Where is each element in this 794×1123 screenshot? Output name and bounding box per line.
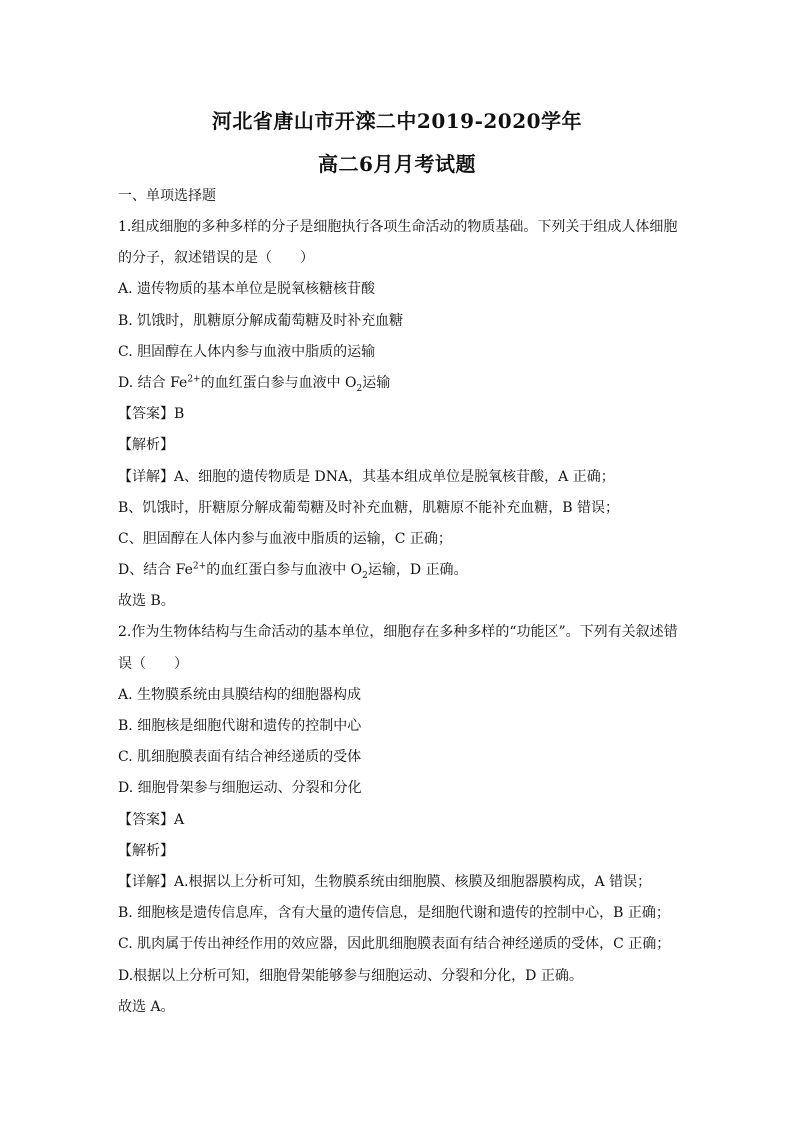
q1-conclusion: 故选 B。	[118, 593, 175, 609]
q2-option-a: A. 生物膜系统由具膜结构的细胞器构成	[118, 687, 362, 703]
q2-option-c: C. 肌细胞膜表面有结合神经递质的受体	[118, 749, 362, 765]
section-heading: 一、单项选择题	[118, 188, 216, 204]
q2-detail-d: D.根据以上分析可知，细胞骨架能够参与细胞运动、分裂和分化，D 正确。	[118, 968, 583, 984]
q1-option-a: A. 遗传物质的基本单位是脱氧核糖核苷酸	[118, 281, 376, 297]
q1-answer: 【答案】B	[118, 406, 185, 422]
q1-option-c: C. 胆固醇在人体内参与血液中脂质的运输	[118, 344, 376, 360]
q1-detail-b: B、饥饿时，肝糖原分解成葡萄糖及时补充血糖，肌糖原不能补充血糖，B 错误；	[118, 500, 620, 516]
q2-answer: 【答案】A	[118, 812, 185, 828]
doc-title-line1: 河北省唐山市开滦二中2019-2020学年	[211, 109, 583, 133]
q1-option-b: B. 饥饿时，肌糖原分解成葡萄糖及时补充血糖	[118, 313, 404, 329]
q2-detail-c: C. 肌肉属于传出神经作用的效应器，因此肌细胞膜表面有结合神经递质的受体，C 正确；	[118, 936, 671, 952]
q1-detail-a: 【详解】A、细胞的遗传物质是 DNA，其基本组成单位是脱氧核苷酸，A 正确；	[118, 469, 615, 485]
q2-option-b: B. 细胞核是细胞代谢和遗传的控制中心	[118, 718, 362, 734]
q2-detail-a: 【详解】A.根据以上分析可知，生物膜系统由细胞膜、核膜及细胞器膜构成，A 错误；	[118, 874, 652, 890]
q1-detail-c: C、胆固醇在人体内参与血液中脂质的运输，C 正确；	[118, 531, 452, 547]
q1-analysis-label: 【解析】	[118, 437, 174, 453]
q2-stem-line1: 2.作为生物体结构与生命活动的基本单位，细胞存在多种多样的“功能区”。下列有关叙述错	[118, 624, 678, 640]
q1-stem-line1: 1.组成细胞的多种多样的分子是细胞执行各项生命活动的物质基础。下列关于组成人体细胞	[118, 219, 678, 235]
q2-stem-line2: 误（ ）	[118, 656, 188, 672]
q2-conclusion: 故选 A。	[118, 999, 175, 1015]
q2-analysis-label: 【解析】	[118, 843, 174, 859]
q1-detail-d: D、结合 $Fe^{2+}$的血红蛋白参与血液中 $O_2$运输，D 正确。	[118, 561, 468, 581]
q1-option-d: D. 结合 $Fe^{2+}$的血红蛋白参与血液中 $O_2$运输	[118, 374, 391, 394]
q2-detail-b: B. 细胞核是遗传信息库，含有大量的遗传信息，是细胞代谢和遗传的控制中心，B 正确；	[118, 905, 670, 921]
q2-option-d: D. 细胞骨架参与细胞运动、分裂和分化	[118, 780, 362, 796]
doc-title-line2: 高二6月月考试题	[318, 152, 476, 176]
q1-stem-line2: 的分子，叙述错误的是（ ）	[118, 250, 314, 266]
